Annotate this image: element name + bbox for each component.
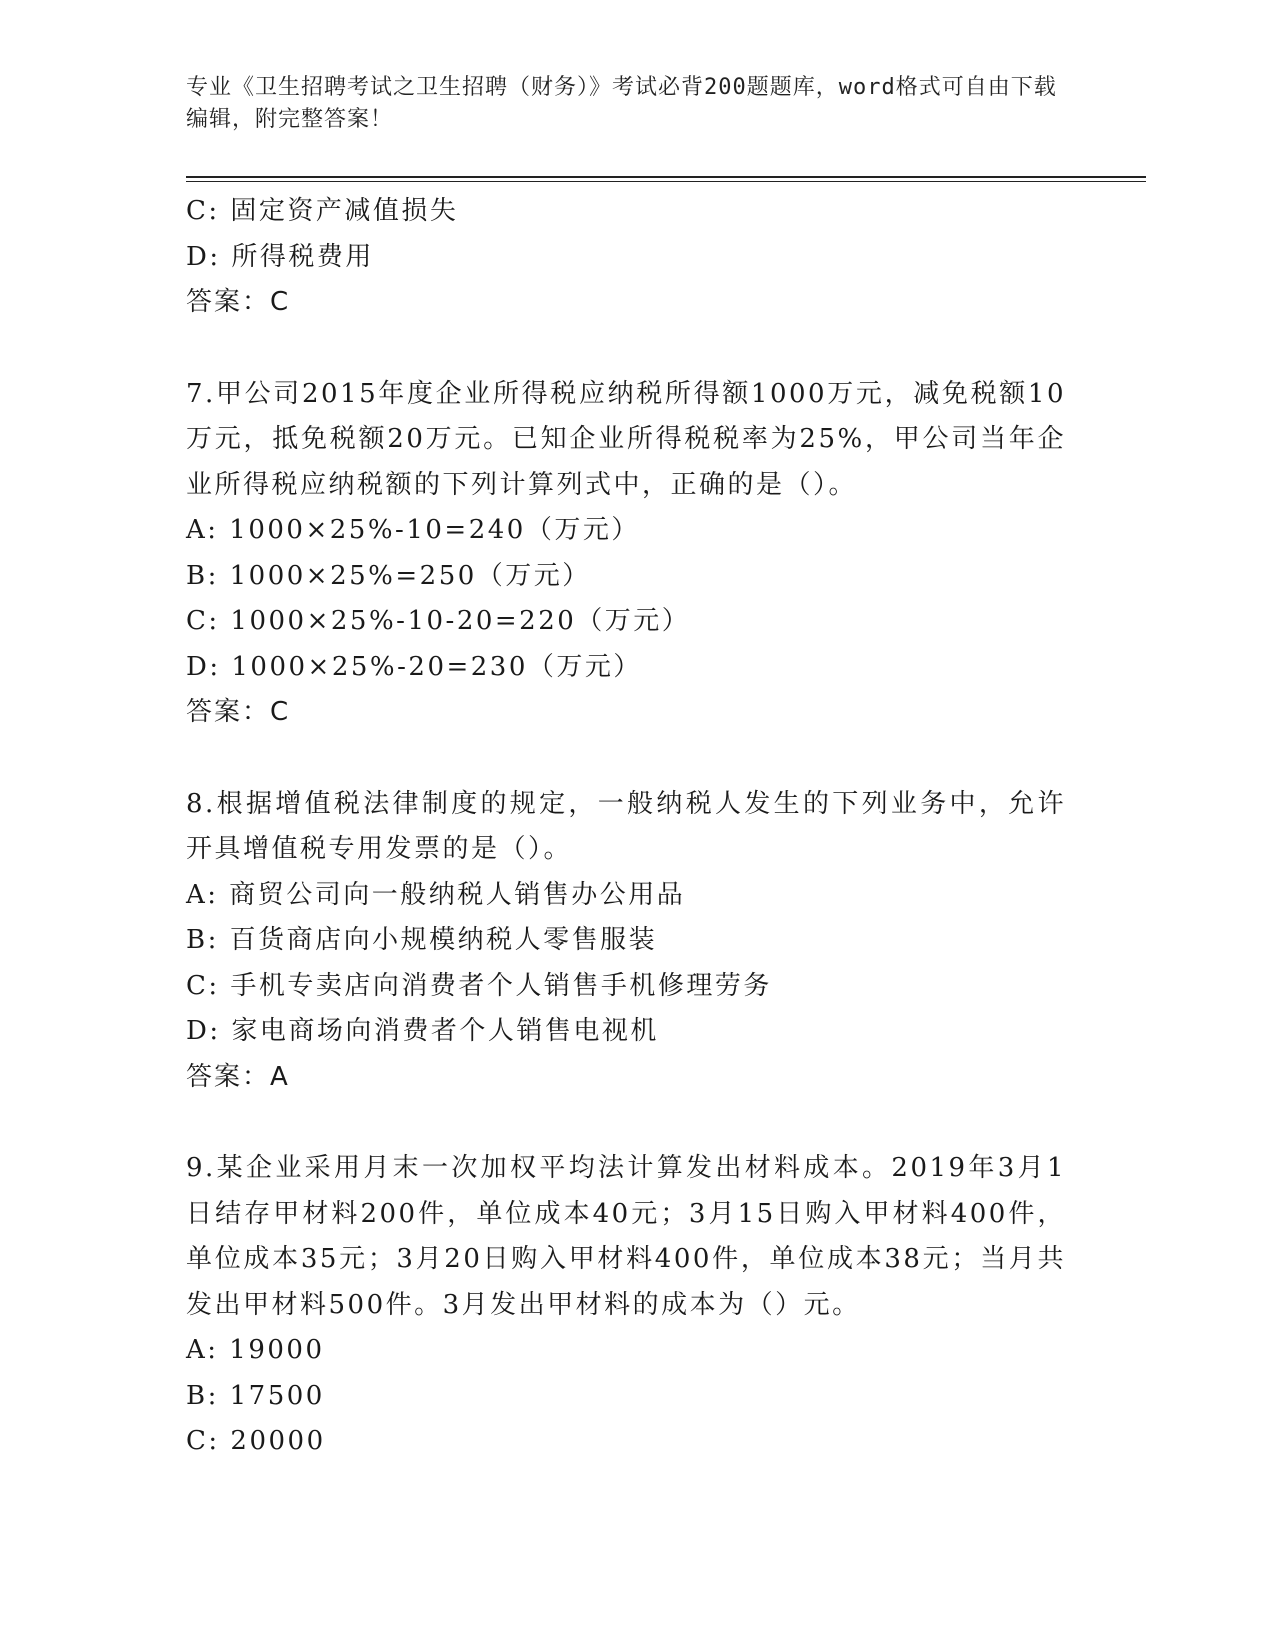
spacer [186, 1100, 1066, 1146]
option-d: D: 1000×25%-20=230（万元） [186, 651, 642, 682]
option-c: C: 固定资产减值损失 [186, 196, 459, 226]
question-block [186, 189, 1066, 326]
option-b: B: 17500 [186, 1380, 325, 1411]
option-a: A: 1000×25%-10=240（万元） [186, 515, 640, 545]
spacer [186, 736, 1066, 782]
option-a: A: 商贸公司向一般纳税人销售办公用品 [186, 879, 686, 910]
question-text: 8.根据增值税法律制度的规定，一般纳税人发生的下列业务中，允许开具增值税专用发票的是（）。 [186, 788, 1066, 864]
option-b: B: 百货商店向小规模纳税人零售服装 [186, 925, 658, 955]
option-d: D: 所得税费用 [186, 241, 374, 272]
option-c: C: 手机专卖店向消费者个人销售手机修理劳务 [186, 970, 772, 1001]
answer-line: 答案：C [186, 697, 291, 727]
option-c: C: 1000×25%-10-20=220（万元） [186, 606, 691, 636]
answer-line: 答案：C [186, 287, 291, 317]
question-text: 7.甲公司2015年度企业所得税应纳税所得额1000万元，减免税额10万元，抵免税额20万元。已知企业所得税税率为25%，甲公司当年企业所得税应纳税额的下列计算列式中，正确的是（）。 [186, 378, 1066, 500]
spacer [186, 326, 1066, 372]
question-block [186, 1146, 1066, 1465]
question-text: 9.某企业采用月末一次加权平均法计算发出材料成本。2019年3月1日结存甲材料200件，单位成本40元；3月15日购入甲材料400件，单位成本35元；3月20日购入甲材料400件，单位成本38元；当月共发出甲材料500件。3月发出甲材料的成本为（）元。 [186, 1153, 1066, 1320]
document-body [186, 189, 1066, 1465]
header-divider-thin [186, 181, 1146, 182]
answer-line: 答案：A [186, 1061, 290, 1092]
question-block [186, 782, 1066, 1101]
option-b: B: 1000×25%=250（万元） [186, 560, 591, 591]
header-divider [186, 176, 1146, 178]
option-d: D: 家电商场向消费者个人销售电视机 [186, 1016, 659, 1046]
document-header: 专业《卫生招聘考试之卫生招聘（财务）》考试必背200题题库，word格式可自由下载编辑，附完整答案！ [186, 75, 1057, 132]
option-a: A: 19000 [186, 1335, 325, 1365]
option-c: C: 20000 [186, 1426, 326, 1456]
question-block [186, 372, 1066, 736]
